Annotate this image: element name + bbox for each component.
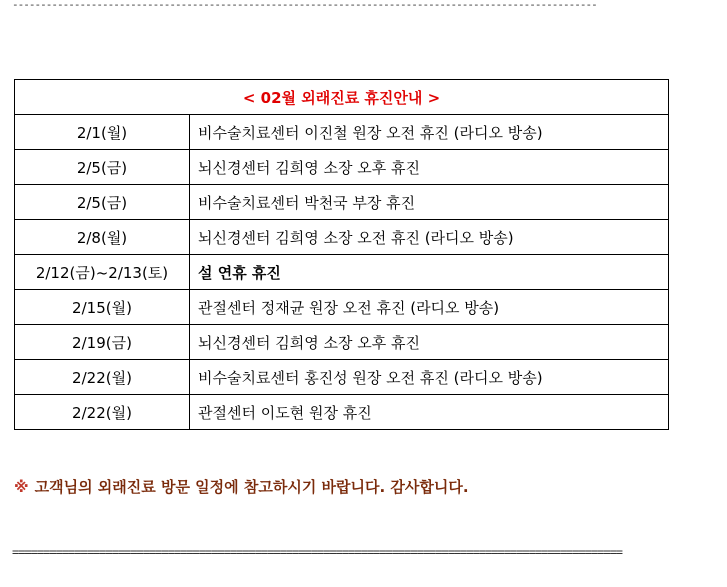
date-cell: 2/5(금) (15, 185, 190, 220)
description-cell: 설 연휴 휴진 (190, 255, 669, 290)
table-row (15, 220, 669, 255)
date-cell: 2/5(금) (15, 150, 190, 185)
description-cell: 뇌신경센터 김희영 소장 오후 휴진 (190, 325, 669, 360)
description-cell: 관절센터 이도현 원장 휴진 (190, 395, 669, 430)
date-cell: 2/1(월) (15, 115, 190, 150)
schedule-title: < 02월 외래진료 휴진안내 > (15, 80, 669, 115)
reference-mark-icon: ※ (14, 478, 29, 496)
table-row (15, 290, 669, 325)
notice-text: 고객님의 외래진료 방문 일정에 참고하시기 바랍니다. 감사합니다. (34, 478, 469, 496)
date-cell: 2/22(월) (15, 395, 190, 430)
table-row (15, 395, 669, 430)
description-cell: 비수술치료센터 박천국 부장 휴진 (190, 185, 669, 220)
top-divider: -------------------------------------------------------------------------------------------------------- (12, 0, 597, 10)
closure-schedule-table (14, 79, 669, 430)
date-cell: 2/22(월) (15, 360, 190, 395)
date-cell: 2/15(월) (15, 290, 190, 325)
description-cell: 비수술치료센터 홍진성 원장 오전 휴진 (라디오 방송) (190, 360, 669, 395)
table-row (15, 185, 669, 220)
description-cell: 뇌신경센터 김희영 소장 오전 휴진 (라디오 방송) (190, 220, 669, 255)
table-row (15, 255, 669, 290)
date-cell: 2/12(금)~2/13(토) (15, 255, 190, 290)
date-cell: 2/8(월) (15, 220, 190, 255)
description-cell: 비수술치료센터 이진철 원장 오전 휴진 (라디오 방송) (190, 115, 669, 150)
title-row (15, 80, 669, 115)
table-row (15, 150, 669, 185)
bottom-divider: ================================================================================================== (12, 545, 623, 559)
description-cell: 뇌신경센터 김희영 소장 오후 휴진 (190, 150, 669, 185)
table-row (15, 360, 669, 395)
description-cell: 관절센터 정재균 원장 오전 휴진 (라디오 방송) (190, 290, 669, 325)
visit-notice (14, 476, 469, 497)
table-row (15, 115, 669, 150)
date-cell: 2/19(금) (15, 325, 190, 360)
table-row (15, 325, 669, 360)
